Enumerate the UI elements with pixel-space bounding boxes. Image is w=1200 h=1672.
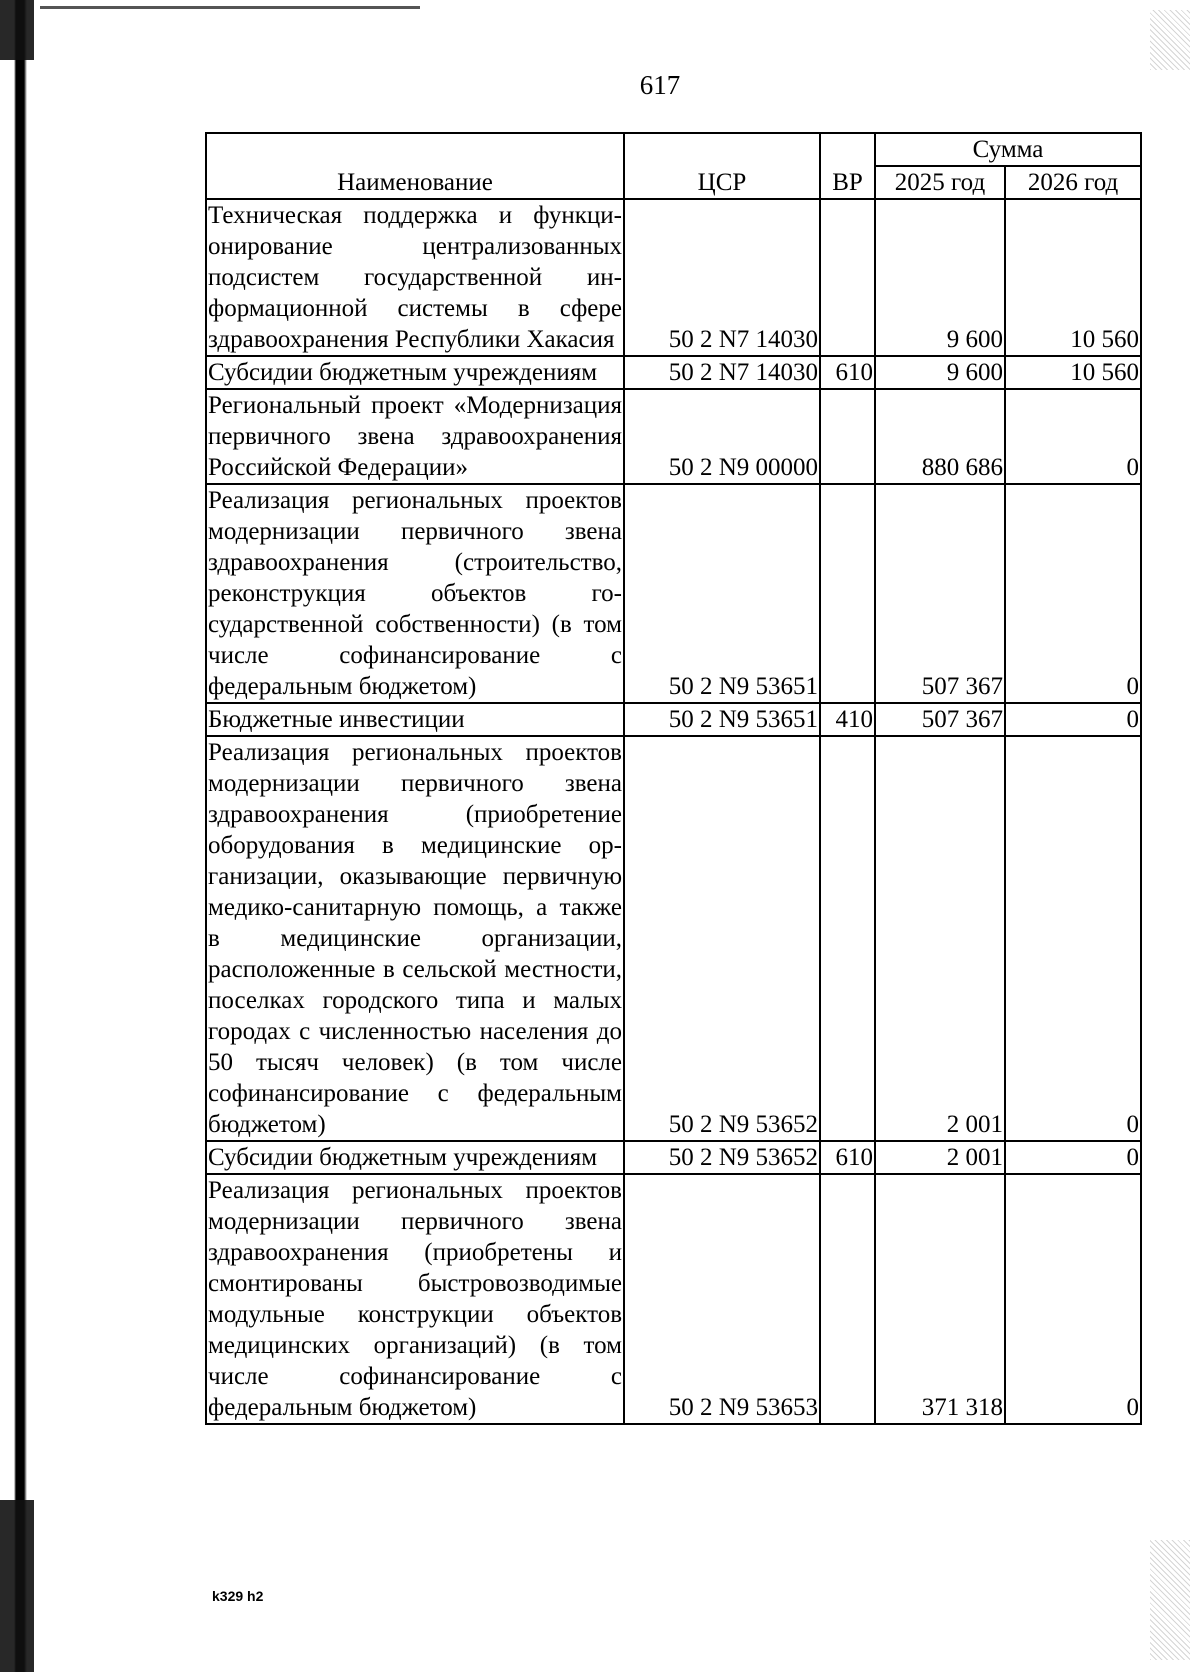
row-amount-2025-cell: 507 367 (875, 703, 1005, 736)
row-name-cell: Реализация региональных проектов модернизации первичного звена здравоохранения (строительство, реконструкция объектов государственной собственности) (в том числе софинансирование с федеральным бюджетом) (206, 484, 624, 703)
row-vr-cell (820, 484, 875, 703)
row-vr-cell: 610 (820, 1141, 875, 1174)
table-row (206, 356, 1141, 389)
row-name-cell: Субсидии бюджетным учреждениям (206, 356, 624, 389)
table-row (206, 199, 1141, 356)
row-name-cell: Техническая поддержка и функционирование централизованных подсистем государственной информационной системы в сфере здравоохранения Республики Хакасия (206, 199, 624, 356)
row-amount-2026-cell: 10 560 (1005, 199, 1141, 356)
scan-artifact (1150, 10, 1190, 70)
row-csr-cell: 50 2 N9 53651 (624, 484, 820, 703)
scan-artifact (1150, 1540, 1190, 1660)
row-csr-cell: 50 2 N9 53653 (624, 1174, 820, 1424)
row-vr-cell (820, 389, 875, 484)
page-number: 617 (639, 70, 681, 100)
header-name: Наименование (206, 133, 624, 199)
row-amount-2026-cell: 0 (1005, 484, 1141, 703)
row-amount-2025-cell: 507 367 (875, 484, 1005, 703)
row-name-cell: Региональный проект «Модернизация первичного звена здравоохранения Российской Федерации» (206, 389, 624, 484)
table-row (206, 389, 1141, 484)
row-amount-2025-cell: 880 686 (875, 389, 1005, 484)
row-amount-2026-cell: 0 (1005, 1174, 1141, 1424)
scan-artifact (40, 6, 420, 9)
row-csr-cell: 50 2 N7 14030 (624, 356, 820, 389)
row-amount-2026-cell: 0 (1005, 1141, 1141, 1174)
header-csr: ЦСР (624, 133, 820, 199)
row-amount-2025-cell: 2 001 (875, 736, 1005, 1141)
row-csr-cell: 50 2 N9 53651 (624, 703, 820, 736)
header-sum: Сумма (875, 133, 1141, 166)
row-amount-2026-cell: 10 560 (1005, 356, 1141, 389)
row-name-cell: Реализация региональных проектов модернизации первичного звена здравоохранения (приобретены и смонтированы быстровозводимые модульные конструкции объектов медицинских организаций) (в том числе софинансирование с федеральным бюджетом) (206, 1174, 624, 1424)
table-body (206, 199, 1141, 1424)
row-amount-2025-cell: 9 600 (875, 199, 1005, 356)
table-row (206, 1174, 1141, 1424)
row-amount-2025-cell: 371 318 (875, 1174, 1005, 1424)
table-row (206, 736, 1141, 1141)
scan-edge-left (0, 0, 38, 1672)
row-vr-cell: 410 (820, 703, 875, 736)
header-year-2025: 2025 год (875, 166, 1005, 199)
table-row (206, 703, 1141, 736)
row-vr-cell: 610 (820, 356, 875, 389)
row-csr-cell: 50 2 N9 00000 (624, 389, 820, 484)
budget-table (205, 132, 1142, 1425)
footer-code: k329 h2 (212, 1588, 264, 1604)
row-vr-cell (820, 736, 875, 1141)
row-vr-cell (820, 1174, 875, 1424)
row-name-cell: Субсидии бюджетным учреждениям (206, 1141, 624, 1174)
row-amount-2025-cell: 9 600 (875, 356, 1005, 389)
row-name-cell: Реализация региональных проектов модернизации первичного звена здравоохранения (приобретение оборудования в медицинские организации, оказывающие первичную медико-санитарную помощь, а также в медицинские организации, расположенные в сельской местности, поселках городского типа и малых городах с численностью населения до 50 тысяч человек) (в том числе софинансирование с федеральным бюджетом) (206, 736, 624, 1141)
row-amount-2026-cell: 0 (1005, 389, 1141, 484)
row-amount-2025-cell: 2 001 (875, 1141, 1005, 1174)
table-row (206, 1141, 1141, 1174)
row-csr-cell: 50 2 N9 53652 (624, 1141, 820, 1174)
row-csr-cell: 50 2 N9 53652 (624, 736, 820, 1141)
row-vr-cell (820, 199, 875, 356)
table-row (206, 484, 1141, 703)
header-year-2026: 2026 год (1005, 166, 1141, 199)
row-csr-cell: 50 2 N7 14030 (624, 199, 820, 356)
row-name-cell: Бюджетные инвестиции (206, 703, 624, 736)
row-amount-2026-cell: 0 (1005, 703, 1141, 736)
header-vr: ВР (820, 133, 875, 199)
row-amount-2026-cell: 0 (1005, 736, 1141, 1141)
